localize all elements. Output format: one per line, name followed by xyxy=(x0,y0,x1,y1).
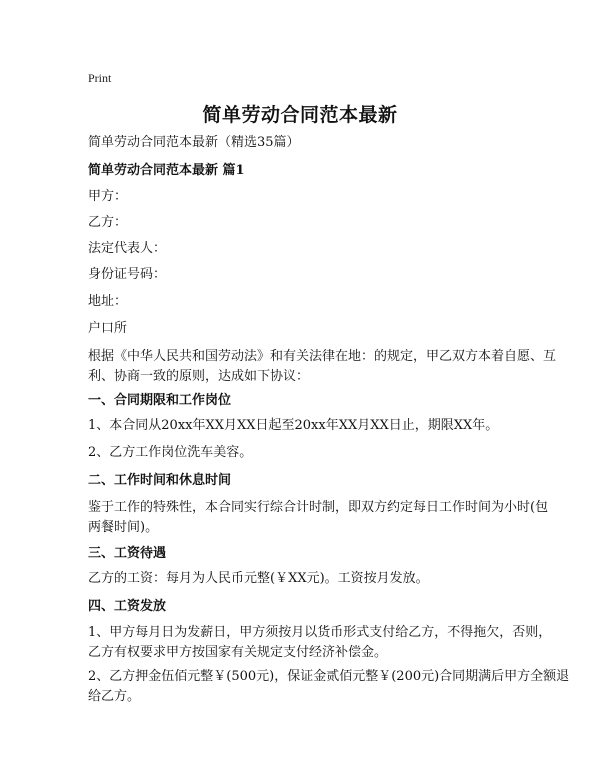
deposit-paragraph-line: 2、乙方押金伍佰元整￥(500元)，保证金贰佰元整￥(200元)合同期满后甲方全额退 xyxy=(88,669,570,684)
field-id-number: 身份证号码： xyxy=(88,267,167,282)
wage-payment-paragraph-line: 乙方有权要求甲方按国家有关规定支付经济补偿金。 xyxy=(88,645,388,660)
heading-contract-term: 一、合同期限和工作岗位 xyxy=(88,393,232,408)
field-household: 户口所 xyxy=(88,321,128,336)
subtitle: 简单劳动合同范本最新（精选35篇） xyxy=(88,135,300,150)
field-party-b: 乙方： xyxy=(88,215,128,230)
deposit-paragraph-line: 给乙方。 xyxy=(88,689,141,704)
work-hours-paragraph-line: 鉴于工作的特殊性，本合同实行综合计时制，即双方约定每日工作时间为小时(包 xyxy=(88,500,549,515)
paragraph-job-position: 2、乙方工作岗位洗车美容。 xyxy=(88,445,253,460)
paragraph-contract-period: 1、本合同从20xx年XX月XX日起至20xx年XX月XX日止，期限XX年。 xyxy=(88,418,499,433)
intro-paragraph-line: 根据《中华人民共和国劳动法》和有关法律在地：的规定，甲乙双方本着自愿、互 xyxy=(88,349,557,364)
print-label[interactable]: Print xyxy=(88,71,112,85)
heading-wage-payment: 四、工资发放 xyxy=(88,599,167,614)
work-hours-paragraph-line: 两餐时间)。 xyxy=(88,520,159,535)
wage-payment-paragraph-line: 1、甲方每月日为发薪日，甲方须按月以货币形式支付给乙方，不得拖欠，否则， xyxy=(88,625,552,640)
field-party-a: 甲方： xyxy=(88,189,128,204)
heading-wages: 三、工资待遇 xyxy=(88,546,167,561)
heading-work-hours: 二、工作时间和休息时间 xyxy=(88,473,232,488)
field-address: 地址： xyxy=(88,294,128,309)
intro-paragraph-line: 利、协商一致的原则，达成如下协议： xyxy=(88,369,310,384)
paragraph-wage-amount: 乙方的工资：每月为人民币元整(￥XX元)。工资按月发放。 xyxy=(88,571,429,586)
section-title: 简单劳动合同范本最新 篇1 xyxy=(88,163,245,178)
page-title: 简单劳动合同范本最新 xyxy=(202,104,398,126)
field-legal-rep: 法定代表人： xyxy=(88,241,167,256)
